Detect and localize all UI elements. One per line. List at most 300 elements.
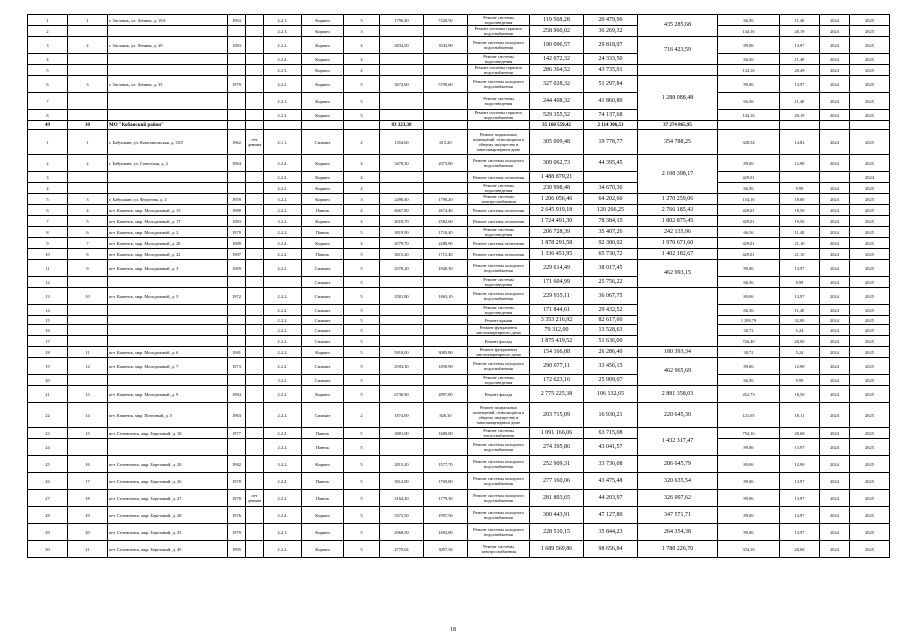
table-cell: 5: [344, 490, 380, 507]
table-cell: Ремонт системы холодного водоснабжения: [468, 439, 530, 456]
table-cell: 2.2.3.: [264, 172, 302, 183]
table-cell: 5: [344, 439, 380, 456]
table-cell: 1973: [228, 358, 246, 375]
table-cell: 11: [28, 260, 68, 277]
table-cell: 7: [68, 238, 108, 249]
table-cell: МО "Кобанский район": [108, 121, 228, 130]
table-cell: 2: [28, 26, 68, 37]
table-cell: 13,97: [780, 260, 820, 277]
table-cell: 13,97: [780, 37, 820, 54]
table-cell: 4770,04: [380, 541, 424, 558]
table-cell: [780, 121, 820, 130]
table-cell: Силикат: [302, 358, 344, 375]
table-cell: Ремонт системы горячего водоснабжения: [468, 26, 530, 37]
table-cell: 5810,00: [380, 347, 424, 358]
table-cell: 1 724 491,30: [530, 216, 584, 227]
table-cell: 3.2.2.: [264, 194, 302, 205]
table-cell: 21: [28, 386, 68, 403]
table-cell: 13,97: [780, 76, 820, 93]
table-cell: 172 623,16: [530, 375, 584, 386]
table-cell: 14: [28, 305, 68, 316]
table-cell: [424, 305, 468, 316]
table-cell: 5: [344, 316, 380, 325]
table-cell: 2025: [850, 54, 890, 65]
table-cell: 19: [28, 358, 68, 375]
table-cell: 4: [344, 216, 380, 227]
table-cell: [68, 325, 108, 336]
table-cell: 2.2.2.: [264, 37, 302, 54]
table-cell: 12: [28, 277, 68, 288]
table-cell: 1963: [228, 15, 246, 26]
table-cell: 47 127,80: [584, 507, 638, 524]
table-cell: Кирпич: [302, 65, 344, 76]
table-cell: Кирпич: [302, 216, 344, 227]
table-cell: 2025: [850, 336, 890, 347]
table-cell: 2025: [850, 428, 890, 439]
table-row: [28, 456, 890, 473]
table-cell: 2024: [820, 260, 850, 277]
table-row: [28, 249, 890, 260]
table-cell: 1858,90: [424, 358, 468, 375]
table-cell: 17: [68, 473, 108, 490]
table-cell: Силикат: [302, 316, 344, 325]
table-row: [28, 277, 890, 288]
table-cell: [108, 172, 228, 183]
table-cell: [424, 375, 468, 386]
table-cell: 18,50: [780, 386, 820, 403]
table-row: [28, 155, 890, 172]
table-cell: 180 393,34: [638, 347, 718, 358]
table-cell: [228, 325, 246, 336]
table-row: [28, 347, 890, 358]
table-cell: [68, 183, 108, 194]
table-cell: [380, 325, 424, 336]
table-cell: 43 735,91: [584, 65, 638, 76]
table-cell: [424, 172, 468, 183]
table-cell: [246, 65, 264, 76]
table-cell: [380, 183, 424, 194]
table-cell: 2024: [820, 93, 850, 110]
table-cell: 2025: [850, 26, 890, 37]
table-cell: Ремонт системы электроснабжения: [468, 541, 530, 558]
table-cell: 8: [28, 110, 68, 121]
table-cell: 2024: [820, 375, 850, 386]
table-cell: 4: [344, 54, 380, 65]
table-cell: Ремонт системы водоотведения: [468, 375, 530, 386]
table-cell: [380, 316, 424, 325]
table-cell: 13,97: [780, 507, 820, 524]
table-cell: Ремонт системы холодного водоснабжения: [468, 456, 530, 473]
table-row: [28, 76, 890, 93]
table-row: [28, 37, 890, 54]
table-cell: 1863,10: [424, 288, 468, 305]
table-cell: 347 571,71: [638, 507, 718, 524]
table-cell: 2024: [820, 490, 850, 507]
table-cell: 7: [28, 93, 68, 110]
table-cell: 2024: [820, 227, 850, 238]
table-cell: 1959: [228, 194, 246, 205]
table-cell: 11,40: [780, 305, 820, 316]
table-cell: Силикат: [302, 260, 344, 277]
table-cell: 2.2.2.: [264, 54, 302, 65]
table-cell: Ремонт фундамента многоквартирного дома: [468, 347, 530, 358]
table-cell: [108, 54, 228, 65]
table-row: [28, 205, 890, 216]
table-cell: [228, 336, 246, 347]
table-cell: Панель: [302, 439, 344, 456]
table-cell: 2.2.2.: [264, 336, 302, 347]
table-cell: 1 432 317,47: [638, 428, 718, 456]
table-cell: 2578,20: [380, 260, 424, 277]
table-cell: [246, 428, 264, 439]
table-cell: 1 970 671,60: [638, 238, 718, 249]
table-cell: Кирпич: [302, 37, 344, 54]
table-row: [28, 428, 890, 439]
table-row: [28, 325, 890, 336]
table-cell: Кирпич: [302, 524, 344, 541]
table-cell: Силикат: [302, 325, 344, 336]
table-cell: 36 269,32: [584, 26, 638, 37]
table-cell: 4: [344, 172, 380, 183]
table-cell: [246, 386, 264, 403]
table-cell: [718, 121, 780, 130]
table-cell: 2025: [850, 524, 890, 541]
table-cell: 66,56: [718, 93, 780, 110]
table-cell: 154 166,88: [530, 347, 584, 358]
table-cell: 1796,40: [380, 15, 424, 26]
table-cell: 13,97: [780, 490, 820, 507]
table-cell: Кирпич: [302, 456, 344, 473]
table-cell: 35 160 559,42: [530, 121, 584, 130]
table-cell: 11,40: [780, 227, 820, 238]
table-cell: 92 380,02: [584, 238, 638, 249]
table-cell: пгт. Селенгинск, мкр. Березовый, д. 28: [108, 507, 228, 524]
table-cell: Ремонт системы водоотведения: [468, 15, 530, 26]
table-cell: 429,01: [718, 249, 780, 260]
table-cell: 3.2.2.: [264, 456, 302, 473]
table-cell: 2.2.3.: [264, 26, 302, 37]
table-cell: 1 091 166,06: [530, 428, 584, 439]
table-cell: Ремонт системы водоотведения: [468, 305, 530, 316]
table-cell: 1354,60: [380, 130, 424, 155]
table-cell: Ремонт фасада: [468, 336, 530, 347]
table-cell: 35 844,23: [584, 524, 638, 541]
table-cell: 29: [28, 524, 68, 541]
table-cell: 13,97: [780, 473, 820, 490]
table-cell: 2.2.2.: [264, 325, 302, 336]
table-cell: [246, 26, 264, 37]
table-cell: 2024: [820, 155, 850, 172]
table-cell: [424, 316, 468, 325]
table-cell: [108, 93, 228, 110]
table-cell: 89,06: [718, 507, 780, 524]
table-cell: 1 875 419,52: [530, 336, 584, 347]
table-cell: 66,56: [718, 54, 780, 65]
table-cell: 7: [28, 216, 68, 227]
table-cell: 1790,20: [424, 194, 468, 205]
table-cell: [68, 375, 108, 386]
table-cell: 2.2.2.: [264, 507, 302, 524]
table-cell: [246, 260, 264, 277]
table-cell: 2024: [820, 216, 850, 227]
table-cell: 20,68: [780, 541, 820, 558]
table-cell: 2024: [820, 386, 850, 403]
table-cell: 277 160,06: [530, 473, 584, 490]
table-cell: 6736,90: [380, 386, 424, 403]
table-cell: 1989: [228, 238, 246, 249]
table-cell: 9,99: [780, 183, 820, 194]
table-cell: 2.2.2.: [264, 439, 302, 456]
table-cell: 89,06: [718, 358, 780, 375]
table-cell: [424, 336, 468, 347]
table-cell: 242 135,96: [638, 227, 718, 238]
table-cell: 2024: [820, 277, 850, 288]
table-cell: 5: [344, 375, 380, 386]
table-cell: 2024: [820, 524, 850, 541]
table-cell: 5,24: [780, 325, 820, 336]
table-cell: 2 881 358,03: [638, 386, 718, 403]
table-cell: 24: [28, 439, 68, 456]
table-cell: 203 715,09: [530, 403, 584, 428]
table-cell: 2.2.3.: [264, 110, 302, 121]
table-cell: 89,06: [718, 456, 780, 473]
table-cell: 4018,70: [380, 216, 424, 227]
table-row: [28, 473, 890, 490]
table-cell: Кирпич: [302, 26, 344, 37]
table-cell: Ремонт системы электроснабжения: [468, 194, 530, 205]
table-cell: 66,56: [718, 183, 780, 194]
table-cell: Ремонт крыши: [468, 316, 530, 325]
table-cell: 2024: [820, 65, 850, 76]
table-cell: 754,16: [718, 428, 780, 439]
table-row: [28, 524, 890, 541]
table-cell: [380, 93, 424, 110]
table-cell: г. Бабушкин, ул. Комсомольская, д. 35Л: [108, 130, 228, 155]
table-cell: [68, 26, 108, 37]
table-cell: 615,20: [424, 130, 468, 155]
table-cell: 2024: [820, 336, 850, 347]
table-cell: 2.2.2.: [264, 260, 302, 277]
table-cell: 3012,00: [380, 473, 424, 490]
table-cell: 1997,50: [424, 507, 468, 524]
table-cell: 89,06: [718, 439, 780, 456]
table-cell: 3373,50: [380, 507, 424, 524]
table-cell: 89,06: [718, 37, 780, 54]
table-cell: [246, 316, 264, 325]
table-cell: 274 395,86: [530, 439, 584, 456]
table-cell: 2025: [850, 65, 890, 76]
table-cell: 15: [68, 428, 108, 439]
table-cell: 429,01: [718, 238, 780, 249]
table-cell: 32,00: [780, 316, 820, 325]
table-cell: [228, 375, 246, 386]
table-cell: 21,10: [780, 249, 820, 260]
table-cell: 30,72: [718, 325, 780, 336]
table-cell: 1: [28, 130, 68, 155]
table-cell: 2073,80: [424, 155, 468, 172]
table-cell: 7220,50: [424, 15, 468, 26]
table-cell: 20,19: [780, 110, 820, 121]
table-cell: [246, 336, 264, 347]
table-cell: 3: [68, 194, 108, 205]
table-cell: [246, 15, 264, 26]
table-cell: 66,56: [718, 227, 780, 238]
table-cell: 24 333,50: [584, 54, 638, 65]
table-cell: 1976: [228, 507, 246, 524]
table-cell: 89,06: [718, 155, 780, 172]
table-cell: 2024: [820, 456, 850, 473]
table-cell: 1: [68, 130, 108, 155]
table-cell: 12: [68, 358, 108, 375]
table-row: [28, 238, 890, 249]
table-cell: 2024: [820, 439, 850, 456]
table-cell: 38 017,45: [584, 260, 638, 277]
table-cell: 3543,90: [424, 37, 468, 54]
table-cell: 1710,40: [424, 227, 468, 238]
table-cell: 12,90: [780, 358, 820, 375]
table-cell: 286 645,79: [638, 456, 718, 473]
table-cell: 435 285,68: [638, 15, 718, 37]
table-cell: 2024: [820, 347, 850, 358]
table-cell: 5: [344, 76, 380, 93]
table-cell: [68, 277, 108, 288]
table-cell: 252 909,31: [530, 456, 584, 473]
table-cell: 5: [344, 507, 380, 524]
table-cell: [380, 336, 424, 347]
table-cell: Ремонт системы водоотведения: [468, 227, 530, 238]
table-cell: [424, 65, 468, 76]
capital-repair-table: [27, 14, 890, 558]
table-cell: 2: [28, 155, 68, 172]
table-cell: 66,56: [718, 15, 780, 26]
table-cell: 2025: [850, 288, 890, 305]
table-cell: 3 353 216,92: [530, 316, 584, 325]
table-cell: 82 617,60: [584, 316, 638, 325]
table-cell: 2581,80: [380, 288, 424, 305]
table-cell: 354 788,25: [638, 130, 718, 155]
table-cell: 3615,20: [380, 249, 424, 260]
table-cell: 2.2.2.: [264, 403, 302, 428]
table-cell: Кирпич: [302, 386, 344, 403]
table-cell: 462 965,69: [638, 358, 718, 386]
table-cell: 20,49: [780, 65, 820, 76]
table-cell: 2834,50: [380, 37, 424, 54]
table-cell: [246, 473, 264, 490]
table-cell: [68, 316, 108, 325]
table-cell: [380, 65, 424, 76]
table-cell: 3: [344, 194, 380, 205]
table-cell: 2024: [820, 325, 850, 336]
table-cell: 1874,00: [380, 403, 424, 428]
table-cell: 121,65: [718, 403, 780, 428]
table-cell: [246, 347, 264, 358]
table-cell: 33 456,15: [584, 358, 638, 375]
table-cell: 19 778,77: [584, 130, 638, 155]
table-cell: 9: [28, 238, 68, 249]
table-cell: 1 878 291,58: [530, 238, 584, 249]
table-row: [28, 375, 890, 386]
table-cell: [246, 524, 264, 541]
table-cell: [380, 110, 424, 121]
table-cell: 2674,40: [424, 205, 468, 216]
table-cell: Панель: [302, 249, 344, 260]
table-cell: 21: [68, 541, 108, 558]
table-cell: 334,16: [718, 541, 780, 558]
table-cell: 13: [68, 386, 108, 403]
table-cell: 1978: [228, 473, 246, 490]
table-cell: 89,06: [718, 260, 780, 277]
table-cell: 2025: [850, 155, 890, 172]
table-cell: 4: [344, 155, 380, 172]
table-cell: 2025: [850, 316, 890, 325]
table-row: [28, 358, 890, 375]
table-cell: 716 423,59: [638, 37, 718, 65]
table-cell: 228 510,15: [530, 524, 584, 541]
table-cell: [264, 277, 302, 288]
table-cell: [108, 110, 228, 121]
table-cell: 2: [344, 130, 380, 155]
table-cell: 33 736,08: [584, 456, 638, 473]
table-cell: 2025: [850, 238, 890, 249]
table-cell: Ремонт системы холодного водоснабжения: [468, 288, 530, 305]
table-cell: пгт. Каменск, мкр. Почтовый, д. 5: [108, 403, 228, 428]
table-cell: 8: [68, 249, 108, 260]
table-cell: 326 007,62: [638, 490, 718, 507]
table-cell: 89,06: [718, 473, 780, 490]
table-cell: 5: [344, 288, 380, 305]
table-cell: [246, 194, 264, 205]
table-cell: 74 137,68: [584, 110, 638, 121]
table-cell: 64 202,60: [584, 194, 638, 205]
table-cell: 2025: [850, 375, 890, 386]
table-cell: пгт. Каменск, мкр. Молодежный, д. 5: [108, 288, 228, 305]
table-cell: г. Бабушкин, ул. Советская, д. 2: [108, 155, 228, 172]
table-row: [28, 130, 890, 155]
table-cell: 144,16: [718, 26, 780, 37]
table-cell: 4: [28, 183, 68, 194]
table-cell: г. Заславль, ул. Ленина, д. 29: [108, 37, 228, 54]
table-cell: Ремонт системы холодного водоснабжения: [468, 473, 530, 490]
table-cell: 1964: [228, 155, 246, 172]
table-cell: 2024: [820, 205, 850, 216]
table-cell: 5: [344, 473, 380, 490]
table-row: [28, 316, 890, 325]
table-cell: 2490,40: [380, 194, 424, 205]
table-cell: 34 670,30: [584, 183, 638, 194]
table-cell: 19,50: [780, 216, 820, 227]
table-cell: 119 568,28: [530, 15, 584, 26]
table-cell: 1 488 879,21: [530, 172, 584, 183]
table-cell: 11,40: [780, 54, 820, 65]
table-row: [28, 403, 890, 428]
table-row: [28, 15, 890, 26]
table-cell: Ремонт фасада: [468, 386, 530, 403]
table-cell: 20: [28, 375, 68, 386]
table-cell: 9: [68, 260, 108, 277]
table-cell: 106 132,65: [584, 386, 638, 403]
table-cell: 10: [68, 288, 108, 305]
table-cell: 1 298,79: [718, 316, 780, 325]
table-cell: 154,16: [718, 194, 780, 205]
table-cell: 120 266,25: [584, 205, 638, 216]
table-cell: Ремонт системы водоотведения: [468, 54, 530, 65]
table-cell: 16: [68, 456, 108, 473]
table-cell: 2024: [820, 194, 850, 205]
table-cell: 25 756,22: [584, 277, 638, 288]
table-cell: 11,40: [780, 15, 820, 26]
table-cell: 3478,30: [380, 155, 424, 172]
table-cell: 305 009,48: [530, 130, 584, 155]
